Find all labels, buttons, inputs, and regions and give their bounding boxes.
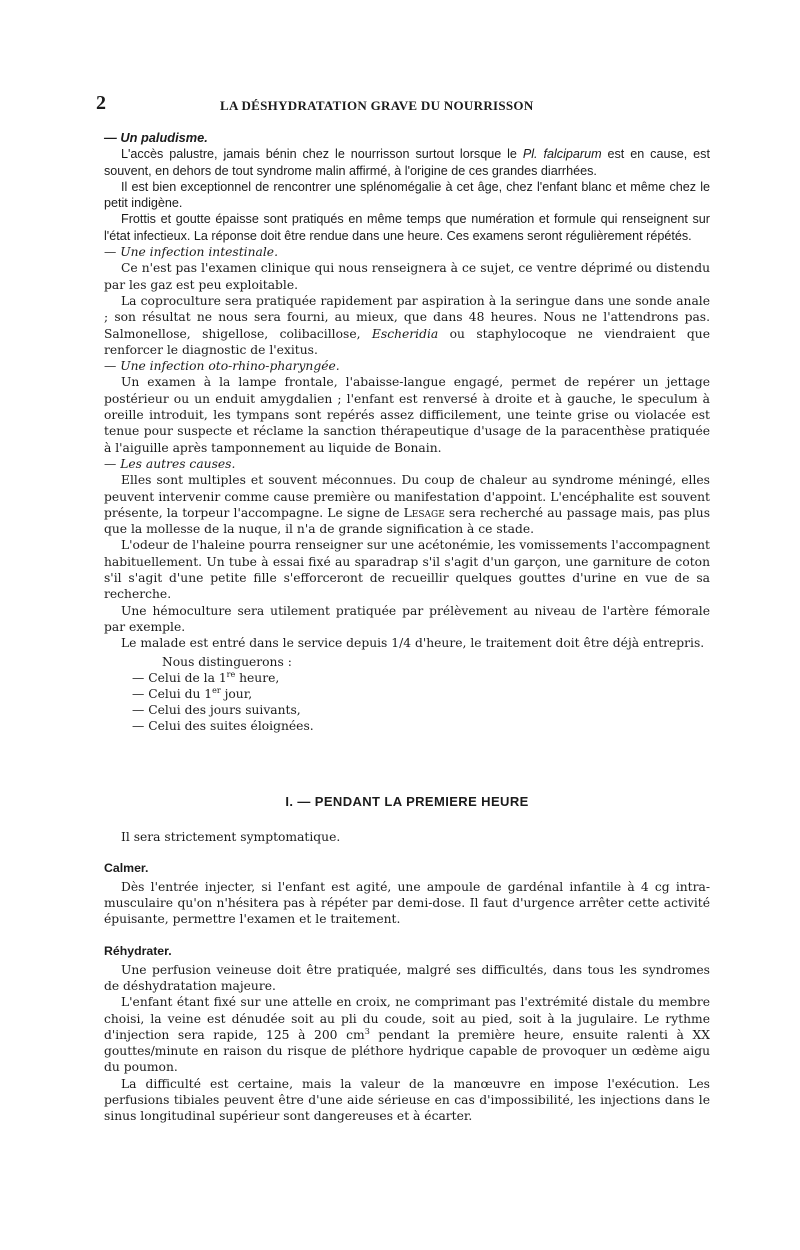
list-item: — Celui des jours suivants, — [132, 702, 301, 717]
page-number: 2 — [96, 92, 106, 114]
paludisme-block — [104, 130, 710, 244]
intestinale-heading: — Une infection intestinale. — [104, 245, 278, 260]
section-intro: Il sera strictement symptomatique. — [121, 829, 341, 844]
running-head — [96, 92, 710, 118]
orl-heading: — Une infection oto-rhino-pharyngée. — [104, 359, 340, 374]
paludisme-heading: — Un paludisme. — [104, 130, 208, 145]
paludisme-paragraph-2: Il est bien exceptionnel de rencontrer une splénomégalie à cet âge, chez l'enfant blanc et même chez le petit indigène. — [104, 179, 710, 211]
orl-paragraph-1: Un examen à la lampe frontale, l'abaisse-langue engagé, permet de repérer un jettage postérieur ou un enduit amygdalien ; l'enfant est renversé à droite et à gauche, le speculum à oreille introduit, les tympans sont repérés assez difficilement, une teinte grise ou violacée est tenue pour suspecte et réclame la sanction thérapeutique d'usage de la paracenthèse pratiquée à l'aiguille après tamponnement au liquide de Bonain. — [104, 375, 710, 455]
calmer-heading: Calmer. — [104, 860, 149, 875]
page — [96, 92, 710, 1125]
rehydrater-paragraph-3: La difficulté est certaine, mais la valeur de la manœuvre en impose l'exécution. Les perfusions tibiales peuvent être d'une aide sérieuse en cas d'impossibilité, les injections dans le sinus longitudinal supérieur sont dangereuses et à écarter. — [104, 1076, 710, 1124]
list-item: — Celui de la 1re heure, — [132, 669, 280, 685]
running-title: LA DÉSHYDRATATION GRAVE DU NOURRISSON — [220, 98, 534, 113]
autres-paragraph-3: Une hémoculture sera utilement pratiquée par prélèvement au niveau de l'artère fémorale par exemple. — [104, 603, 710, 634]
intestinale-paragraph-2: La coproculture sera pratiquée rapidement par aspiration à la seringue dans une sonde anale ; son résultat ne nous sera fourni, au mieux, que dans 48 heures. Nous ne l'attendrons pas. Salmonellose, shigellose, colibacillose, Escheridia ou staphylocoque ne viendraient que renforcer le diagnostic de l'exitus. — [104, 293, 710, 357]
paludisme-paragraph-3: Frottis et goutte épaisse sont pratiqués en même temps que numération et formule qui renseignent sur l'état infectieux. La réponse doit être rendue dans une heure. Ces examens seront régulièrement répétés. — [104, 212, 710, 243]
list-item: — Celui des suites éloignées. — [132, 718, 314, 733]
treatment-phases-list — [132, 654, 710, 734]
rehydrater-paragraph-2: L'enfant étant fixé sur une attelle en croix, ne comprimant pas l'extrémité distale du membre choisi, la veine est dénudée soit au pli du coude, soit au pied, soit à la jugulaire. Le rythme d'injection sera rapide, 125 à 200 $cm^3$ pendant la première heure, ensuite ralenti à XX gouttes/minute en raison du risque de pléthore hydrique capable de provoquer un œdème aigu du poumon. — [104, 995, 710, 1075]
autres-heading: — Les autres causes. — [104, 456, 236, 471]
rehydrater-paragraph-1: Une perfusion veineuse doit être pratiquée, malgré ses difficultés, dans tous les syndromes de déshydratation majeure. — [104, 962, 710, 993]
intestinale-paragraph-1: Ce n'est pas l'examen clinique qui nous renseignera à ce sujet, ce ventre déprimé ou distendu par les gaz est peu exploitable. — [104, 261, 710, 292]
paludisme-paragraph-1: L'accès palustre, jamais bénin chez le nourrisson surtout lorsque le Pl. falciparum est en cause, est souvent, en dehors de tout syndrome malin affirmé, à l'origine de ces grandes diarrhées. — [104, 147, 710, 178]
autres-paragraph-2: L'odeur de l'haleine pourra renseigner sur une acétonémie, les vomissements l'accompagnent habituellement. Un tube à essai fixé au sparadrap s'il s'agit d'un garçon, une garniture de coton s'il s'agit d'une petite fille s'efforceront de recueillir quelques gouttes d'urine en vue de sa recherche. — [104, 538, 710, 602]
rehydrater-heading: Réhydrater. — [104, 943, 172, 958]
autres-paragraph-4: Le malade est entré dans le service depuis 1/4 d'heure, le traitement doit être déjà entrepris. — [121, 636, 705, 651]
calmer-paragraph: Dès l'entrée injecter, si l'enfant est agité, une ampoule de gardénal infantile à 4 cg intra-musculaire qu'on n'hésitera pas à répéter par demi-dose. Il faut d'urgence arrêter cette activité épuisante, permettre l'examen et le traitement. — [104, 879, 710, 927]
autres-paragraph-1: Elles sont multiples et souvent méconnues. Du coup de chaleur au syndrome méningé, elles peuvent intervenir comme cause première ou manifestation d'appoint. L'encéphalite est souvent présente, la torpeur l'accompagne. Le signe de Lesage sera recherché au passage mais, pas plus que la mollesse de la nuque, il n'a de grande signification à ce stade. — [104, 473, 710, 537]
section-title: I. — PENDANT LA PREMIERE HEURE — [285, 793, 529, 809]
list-item: — Celui du 1er jour, — [132, 685, 253, 701]
list-intro: Nous distinguerons : — [162, 654, 292, 669]
